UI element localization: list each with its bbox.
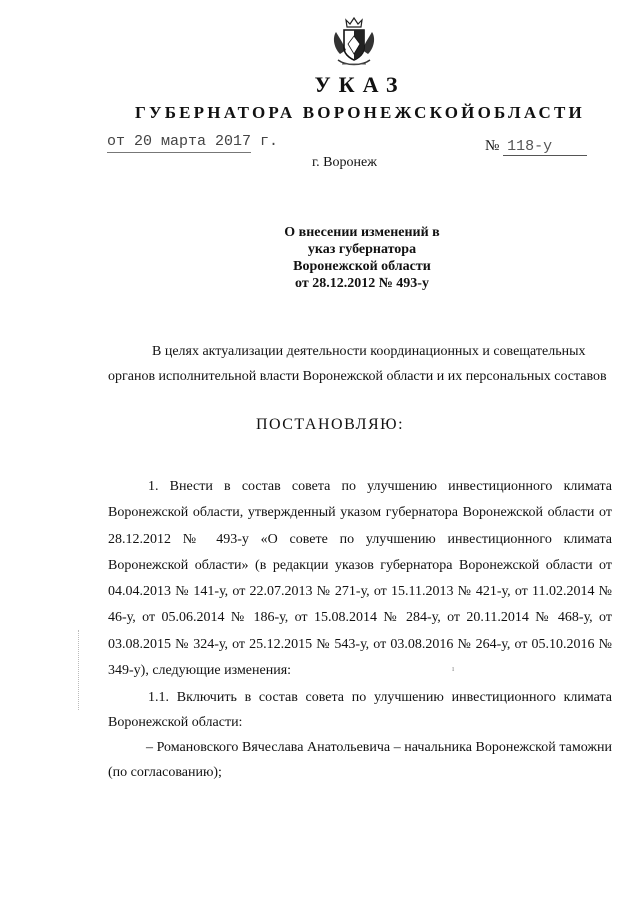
preamble-rest: органов исполнительной власти Воронежской области и их персональных составов — [108, 369, 607, 384]
preamble-paragraph — [108, 339, 612, 389]
item-1-1-paragraph: 1.1. Включить в состав совета по улучшению инвестиционного климата Воронежской области: — [108, 690, 612, 730]
coat-of-arms-icon — [328, 14, 380, 70]
date-underline — [107, 152, 251, 153]
document-type-heading: УКАЗ — [314, 72, 406, 97]
subject-line: О внесении изменений в — [284, 225, 440, 240]
scan-speck: ı — [452, 664, 455, 673]
margin-scan-mark — [78, 630, 80, 710]
document-date — [107, 133, 278, 150]
item-1-paragraph: 1. Внести в состав совета по улучшению инвестиционного климата Воронежской области, утвержденный указом губернатора Воронежской области от 28.12.2012 № 493-у «О совете по улучшению инвестиционного климата Воронежской области» (в редакции указов губернатора Воронежской области от 04.04.2013 № 141-у, от 22.07.2013 № 271-у, от 15.11.2013 № 421-у, от 11.02.2014 № 46-у, от 05.06.2014 № 186-у, от 15.08.2014 № 284-у, от 20.11.2014 № 468-у, от 03.08.2015 № 324-у, от 25.12.2015 № 543-у, от 03.08.2016 № 264-у, от 05.10.2016 № 349-у), следующие изменения: — [108, 479, 612, 679]
issuer-heading: ГУБЕРНАТОРА ВОРОНЕЖСКОЙОБЛАСТИ — [135, 103, 585, 122]
number-prefix: № — [485, 138, 500, 154]
decree-word: ПОСТАНОВЛЯЮ: — [255, 416, 405, 433]
number-value: 118-у — [503, 138, 587, 156]
subject-line: от 28.12.2012 № 493-у — [295, 276, 429, 291]
member-entry-paragraph: – Романовского Вячеслава Анатольевича – начальника Воронежской таможни (по согласованию); — [108, 740, 612, 780]
document-subject — [262, 224, 462, 292]
preamble-first-line: В целях актуализации деятельности координационных и совещательных — [152, 344, 586, 359]
subject-line: указ губернатора — [307, 242, 417, 257]
subject-line: Воронежской области — [293, 259, 431, 274]
city-line: г. Воронеж — [312, 155, 377, 170]
date-text: от 20 марта 2017 г. — [107, 133, 279, 150]
document-number — [485, 138, 587, 156]
